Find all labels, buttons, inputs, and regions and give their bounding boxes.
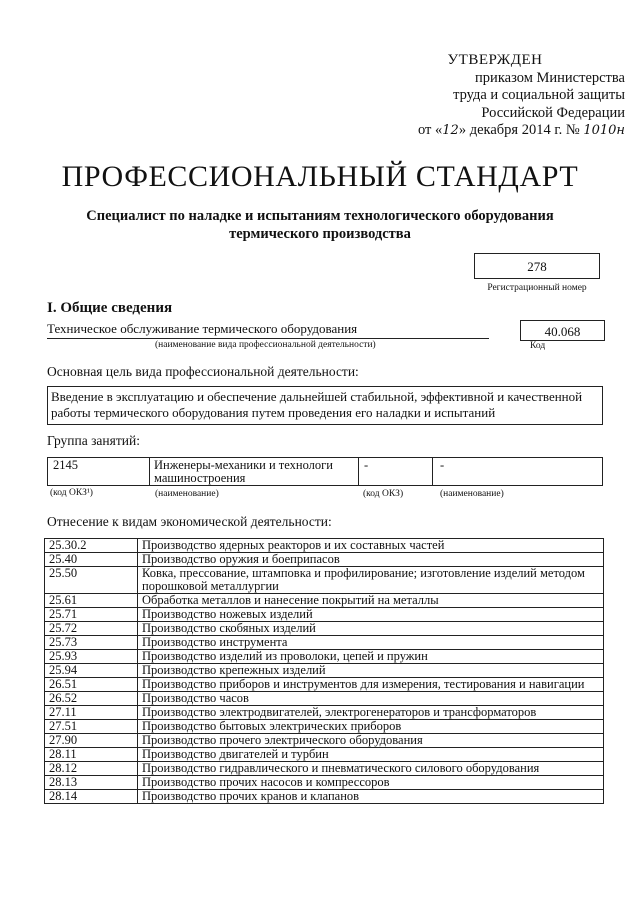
okved-name: Производство изделий из проволоки, цепей и пружин xyxy=(138,650,604,664)
table-row xyxy=(45,650,604,664)
okved-code: 25.94 xyxy=(45,664,138,678)
table-row xyxy=(45,776,604,790)
group-label: Группа занятий: xyxy=(47,433,140,448)
okz-code-2: - xyxy=(364,458,369,472)
order-number: 1010н xyxy=(583,123,625,138)
okved-name: Производство двигателей и турбин xyxy=(138,748,604,762)
okved-code: 25.61 xyxy=(45,594,138,608)
goal-label: Основная цель вида профессиональной деятельности: xyxy=(47,364,359,379)
okved-code: 27.51 xyxy=(45,720,138,734)
approval-line-2: труда и социальной защиты xyxy=(453,87,625,103)
document-subtitle: Специалист по наладке и испытаниям технологического оборудования термического производства xyxy=(86,208,554,242)
okved-code: 25.40 xyxy=(45,553,138,567)
table-row xyxy=(45,678,604,692)
table-row xyxy=(45,720,604,734)
table-row xyxy=(45,594,604,608)
table-row xyxy=(45,622,604,636)
okved-code: 26.52 xyxy=(45,692,138,706)
okved-code: 26.51 xyxy=(45,678,138,692)
okved-code: 25.73 xyxy=(45,636,138,650)
code-caption: Код xyxy=(530,341,546,351)
occupation-group-table xyxy=(47,457,603,486)
okz-name-caption-2: (наименование) xyxy=(440,489,504,499)
date-prefix: от « xyxy=(417,122,443,138)
table-row xyxy=(45,734,604,748)
table-row xyxy=(45,608,604,622)
activity-code: 40.068 xyxy=(520,320,605,341)
okved-code: 28.14 xyxy=(45,790,138,804)
table-row xyxy=(45,567,604,594)
okved-name: Ковка, прессование, штамповка и профилирование; изготовление изделий методом порошковой металлургии xyxy=(138,567,604,594)
okved-code: 28.12 xyxy=(45,762,138,776)
activity-caption: (наименование вида профессиональной деятельности) xyxy=(155,340,376,350)
table-row xyxy=(45,539,604,553)
okved-code: 27.90 xyxy=(45,734,138,748)
okved-name: Производство часов xyxy=(138,692,604,706)
activity-name: Техническое обслуживание термического оборудования xyxy=(47,321,489,339)
okved-name: Производство электродвигателей, электрогенераторов и трансформаторов xyxy=(138,706,604,720)
date-day: 12 xyxy=(442,123,459,138)
okved-label: Отнесение к видам экономической деятельности: xyxy=(47,514,332,529)
okved-code: 25.50 xyxy=(45,567,138,594)
table-row xyxy=(45,664,604,678)
okved-code: 25.72 xyxy=(45,622,138,636)
okved-name: Производство приборов и инструментов для измерения, тестирования и навигации xyxy=(138,678,604,692)
approval-heading: УТВЕРЖДЕН xyxy=(447,52,543,68)
okved-name: Производство скобяных изделий xyxy=(138,622,604,636)
date-year: 2014 г. № xyxy=(521,122,580,138)
table-row xyxy=(45,748,604,762)
okz-caption-1: (код ОКЗ¹) xyxy=(50,488,93,498)
okved-code: 25.93 xyxy=(45,650,138,664)
okved-name: Обработка металлов и нанесение покрытий на металлы xyxy=(138,594,604,608)
table-row xyxy=(45,762,604,776)
table-row xyxy=(45,636,604,650)
table-row xyxy=(45,553,604,567)
okved-name: Производство прочего электрического оборудования xyxy=(138,734,604,748)
okz-caption-2: (код ОКЗ) xyxy=(363,489,404,499)
table-row xyxy=(45,790,604,804)
okved-name: Производство гидравлического и пневматического силового оборудования xyxy=(138,762,604,776)
table-row xyxy=(45,692,604,706)
okved-name: Производство оружия и боеприпасов xyxy=(138,553,604,567)
okved-code: 27.11 xyxy=(45,706,138,720)
okved-name: Производство ядерных реакторов и их составных частей xyxy=(138,539,604,553)
okved-name: Производство бытовых электрических приборов xyxy=(138,720,604,734)
okved-code: 25.71 xyxy=(45,608,138,622)
okved-code: 28.13 xyxy=(45,776,138,790)
registration-label: Регистрационный номер xyxy=(487,283,587,293)
okz-name-1: Инженеры-механики и технологи машиностроения xyxy=(154,458,333,485)
okved-code: 25.30.2 xyxy=(45,539,138,553)
document-title: ПРОФЕССИОНАЛЬНЫЙ СТАНДАРТ xyxy=(61,160,579,193)
table-row xyxy=(45,706,604,720)
date-mid: » декабря xyxy=(458,122,519,138)
okved-name: Производство ножевых изделий xyxy=(138,608,604,622)
registration-number: 278 xyxy=(474,253,600,279)
okved-table xyxy=(44,538,604,804)
approval-date-line xyxy=(365,122,625,140)
okz-code-1: 2145 xyxy=(53,458,78,472)
okved-name: Производство инструмента xyxy=(138,636,604,650)
approval-line-3: Российской Федерации xyxy=(481,104,625,121)
approval-line-1: приказом Министерства xyxy=(475,69,625,86)
okz-name-2: - xyxy=(440,458,445,472)
okz-name-caption-1: (наименование) xyxy=(155,489,219,499)
okved-name: Производство прочих кранов и клапанов xyxy=(138,790,604,804)
approval-block xyxy=(365,52,625,140)
section-heading: I. Общие сведения xyxy=(47,300,173,316)
okved-code: 28.11 xyxy=(45,748,138,762)
okved-name: Производство прочих насосов и компрессоров xyxy=(138,776,604,790)
okved-name: Производство крепежных изделий xyxy=(138,664,604,678)
goal-text: Введение в эксплуатацию и обеспечение дальнейшей стабильной, эффективной и качественной работы термического оборудования путем проведения его наладки и испытаний xyxy=(47,386,603,425)
